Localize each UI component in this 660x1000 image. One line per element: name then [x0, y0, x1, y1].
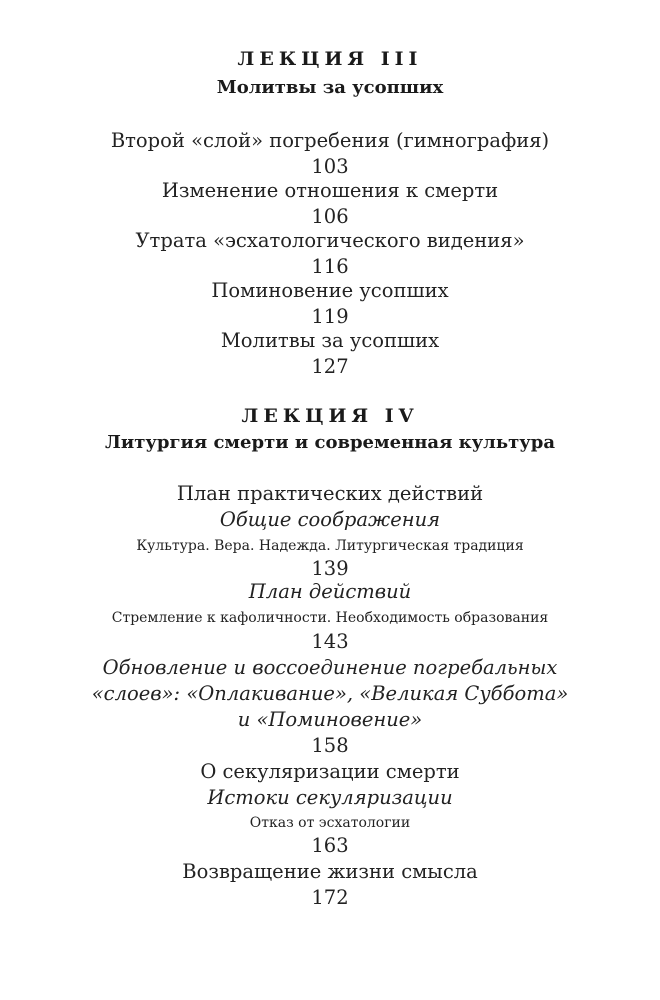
toc-subsection-title[interactable]: и «Поминовение» [237, 708, 423, 731]
lecture-3-title: Молитвы за усопших [216, 77, 444, 98]
toc-entry-page[interactable]: 143 [311, 630, 349, 653]
toc-subsection-topics: Отказ от эсхатологии [249, 815, 411, 831]
toc-entry-title[interactable]: Поминовение усопших [211, 279, 449, 302]
toc-entry-title[interactable]: Молитвы за усопших [220, 329, 440, 352]
toc-entry-page[interactable]: 103 [311, 155, 349, 178]
toc-entry-title[interactable]: Возвращение жизни смысла [182, 860, 478, 883]
toc-subsection-title[interactable]: Истоки секуляризации [207, 786, 453, 809]
toc-entry-page[interactable]: 127 [311, 355, 349, 378]
toc-entry-page[interactable]: 163 [311, 834, 349, 857]
toc-entry-page[interactable]: 106 [311, 205, 349, 228]
toc-entry-title[interactable]: Второй «слой» погребения (гимнография) [110, 129, 550, 152]
lecture-4-title: Литургия смерти и современная культура [104, 432, 556, 453]
toc-entry-page[interactable]: 119 [311, 305, 349, 328]
toc-subsection-topics: Стремление к кафоличности. Необходимость образования [111, 610, 549, 626]
toc-entry-page[interactable]: 139 [311, 557, 349, 580]
toc-subsection-title[interactable]: «слоев»: «Оплакивание», «Великая Суббота» [91, 682, 569, 705]
toc-subsection-title[interactable]: Обновление и воссоединение погребальных [102, 656, 558, 679]
toc-entry-title[interactable]: Изменение отношения к смерти [161, 179, 499, 202]
toc-subsection-title[interactable]: Общие соображения [219, 508, 441, 531]
toc-entry-title[interactable]: Утрата «эсхатологического видения» [135, 229, 525, 252]
lecture-3-heading: ЛЕКЦИЯ III [237, 48, 423, 70]
toc-subsection-title[interactable]: План действий [248, 580, 412, 603]
toc-entry-page[interactable]: 172 [311, 886, 349, 909]
toc-subsection-topics: Культура. Вера. Надежда. Литургическая традиция [136, 538, 524, 554]
toc-entry-title[interactable]: План практических действий [176, 482, 484, 505]
lecture-4-heading: ЛЕКЦИЯ IV [241, 405, 419, 427]
toc-entry-title[interactable]: О секуляризации смерти [200, 760, 460, 783]
toc-entry-page[interactable]: 158 [311, 734, 349, 757]
toc-entry-page[interactable]: 116 [311, 255, 349, 278]
